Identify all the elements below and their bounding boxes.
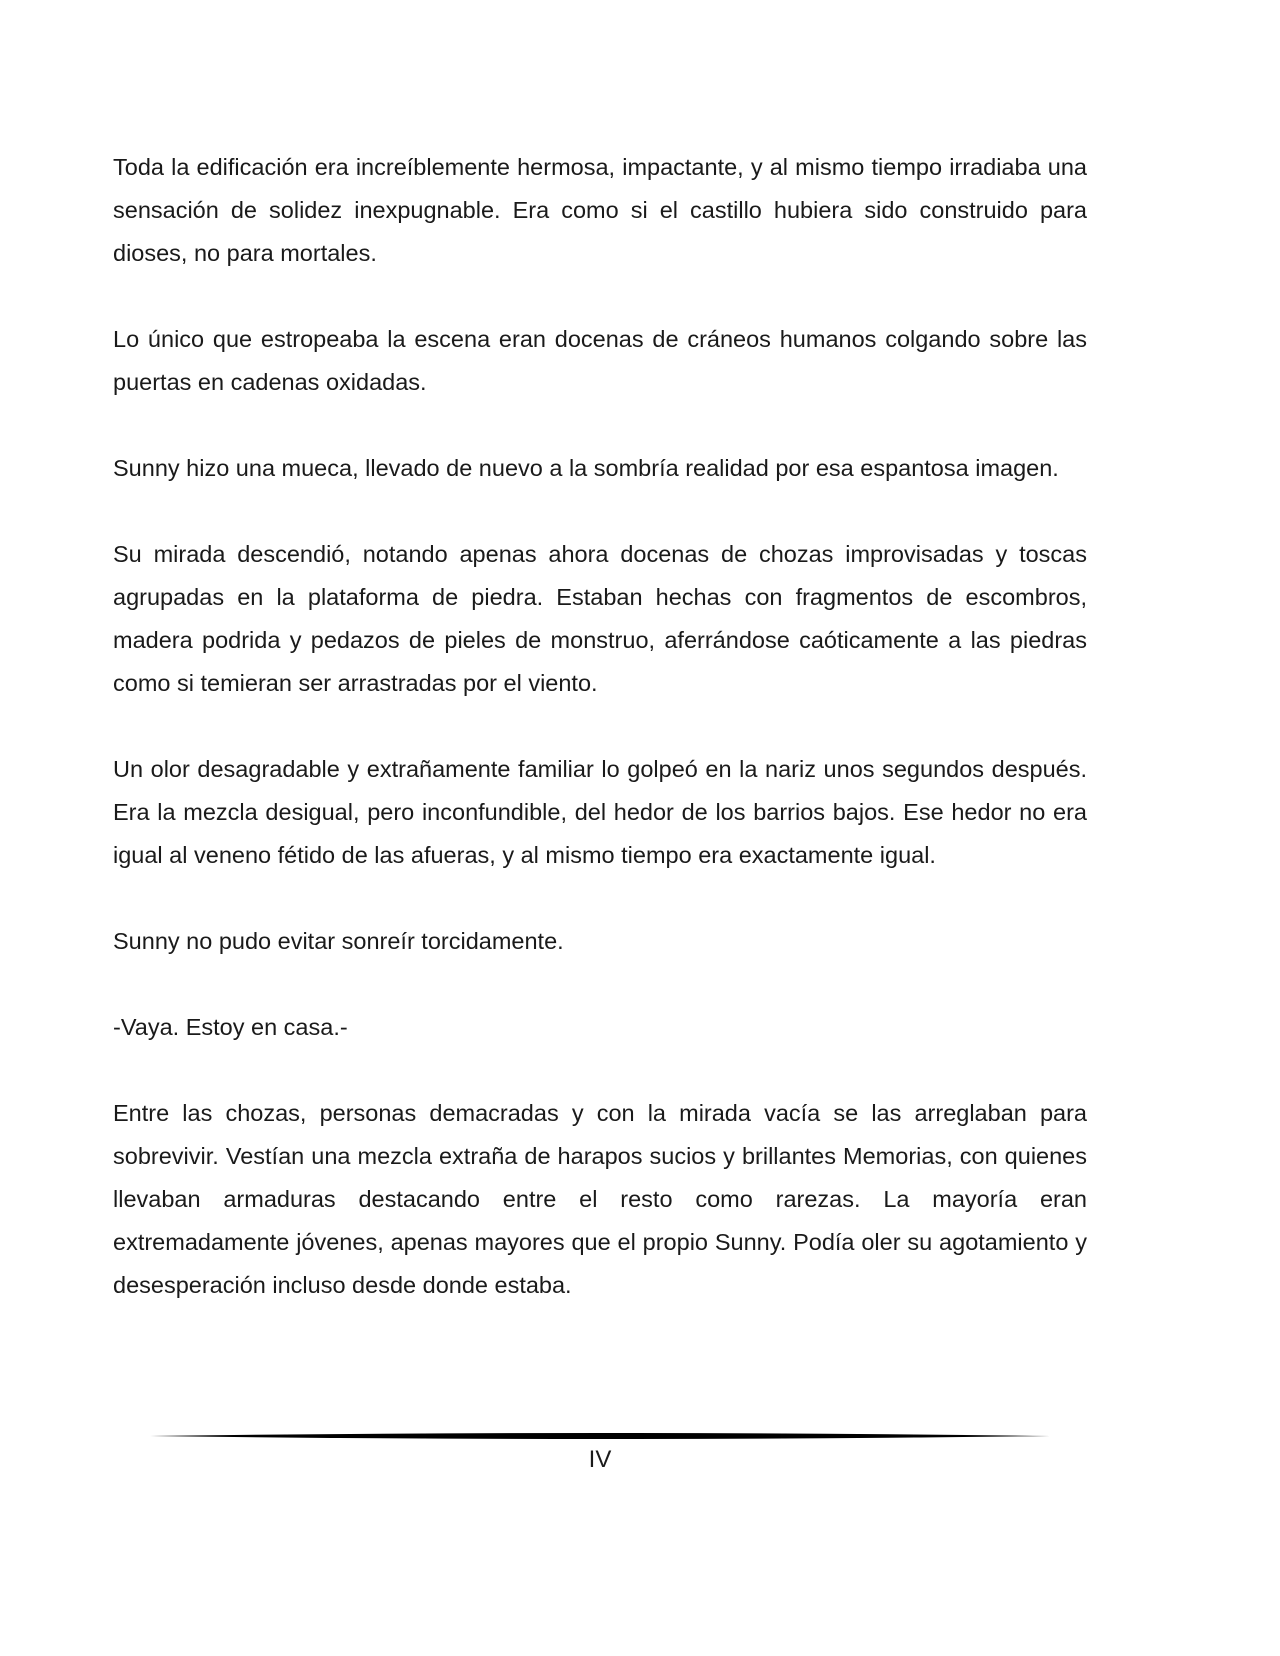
paragraph-3: Sunny hizo una mueca, llevado de nuevo a la sombría realidad por esa espantosa imagen. (113, 455, 1059, 481)
page-footer (150, 1428, 1050, 1478)
paragraph-8: Entre las chozas, personas demacradas y con la mirada vacía se las arreglaban para sobrevivir. Vestían una mezcla extraña de harapos sucios y brillantes Memorias, con quienes llevaban armaduras destacando entre el resto como rarezas. La mayoría eran extremadamente jóvenes, apenas mayores que el propio Sunny. Podía oler su agotamiento y desesperación incluso desde donde estaba. (113, 1100, 1087, 1298)
paragraph-4: Su mirada descendió, notando apenas ahora docenas de chozas improvisadas y toscas agrupadas en la plataforma de piedra. Estaban hechas con fragmentos de escombros, madera podrida y pedazos de pieles de monstruo, aferrándose caóticamente a las piedras como si temieran ser arrastradas por el viento. (113, 541, 1087, 696)
footer-divider-shape (150, 1433, 1050, 1439)
page-number: IV (588, 1446, 612, 1473)
paragraph-7: -Vaya. Estoy en casa.- (113, 1014, 348, 1040)
footer-divider (150, 1428, 1050, 1444)
paragraph-6: Sunny no pudo evitar sonreír torcidamente. (113, 928, 564, 954)
paragraph-1: Toda la edificación era increíblemente hermosa, impactante, y al mismo tiempo irradiaba una sensación de solidez inexpugnable. Era como si el castillo hubiera sido construido para dioses, no para mortales. (113, 154, 1087, 266)
page-body (113, 146, 1087, 1307)
paragraph-5: Un olor desagradable y extrañamente familiar lo golpeó en la nariz unos segundos después. Era la mezcla desigual, pero inconfundible, del hedor de los barrios bajos. Ese hedor no era igual al veneno fétido de las afueras, y al mismo tiempo era exactamente igual. (113, 756, 1087, 868)
paragraph-2: Lo único que estropeaba la escena eran docenas de cráneos humanos colgando sobre las puertas en cadenas oxidadas. (113, 326, 1087, 395)
